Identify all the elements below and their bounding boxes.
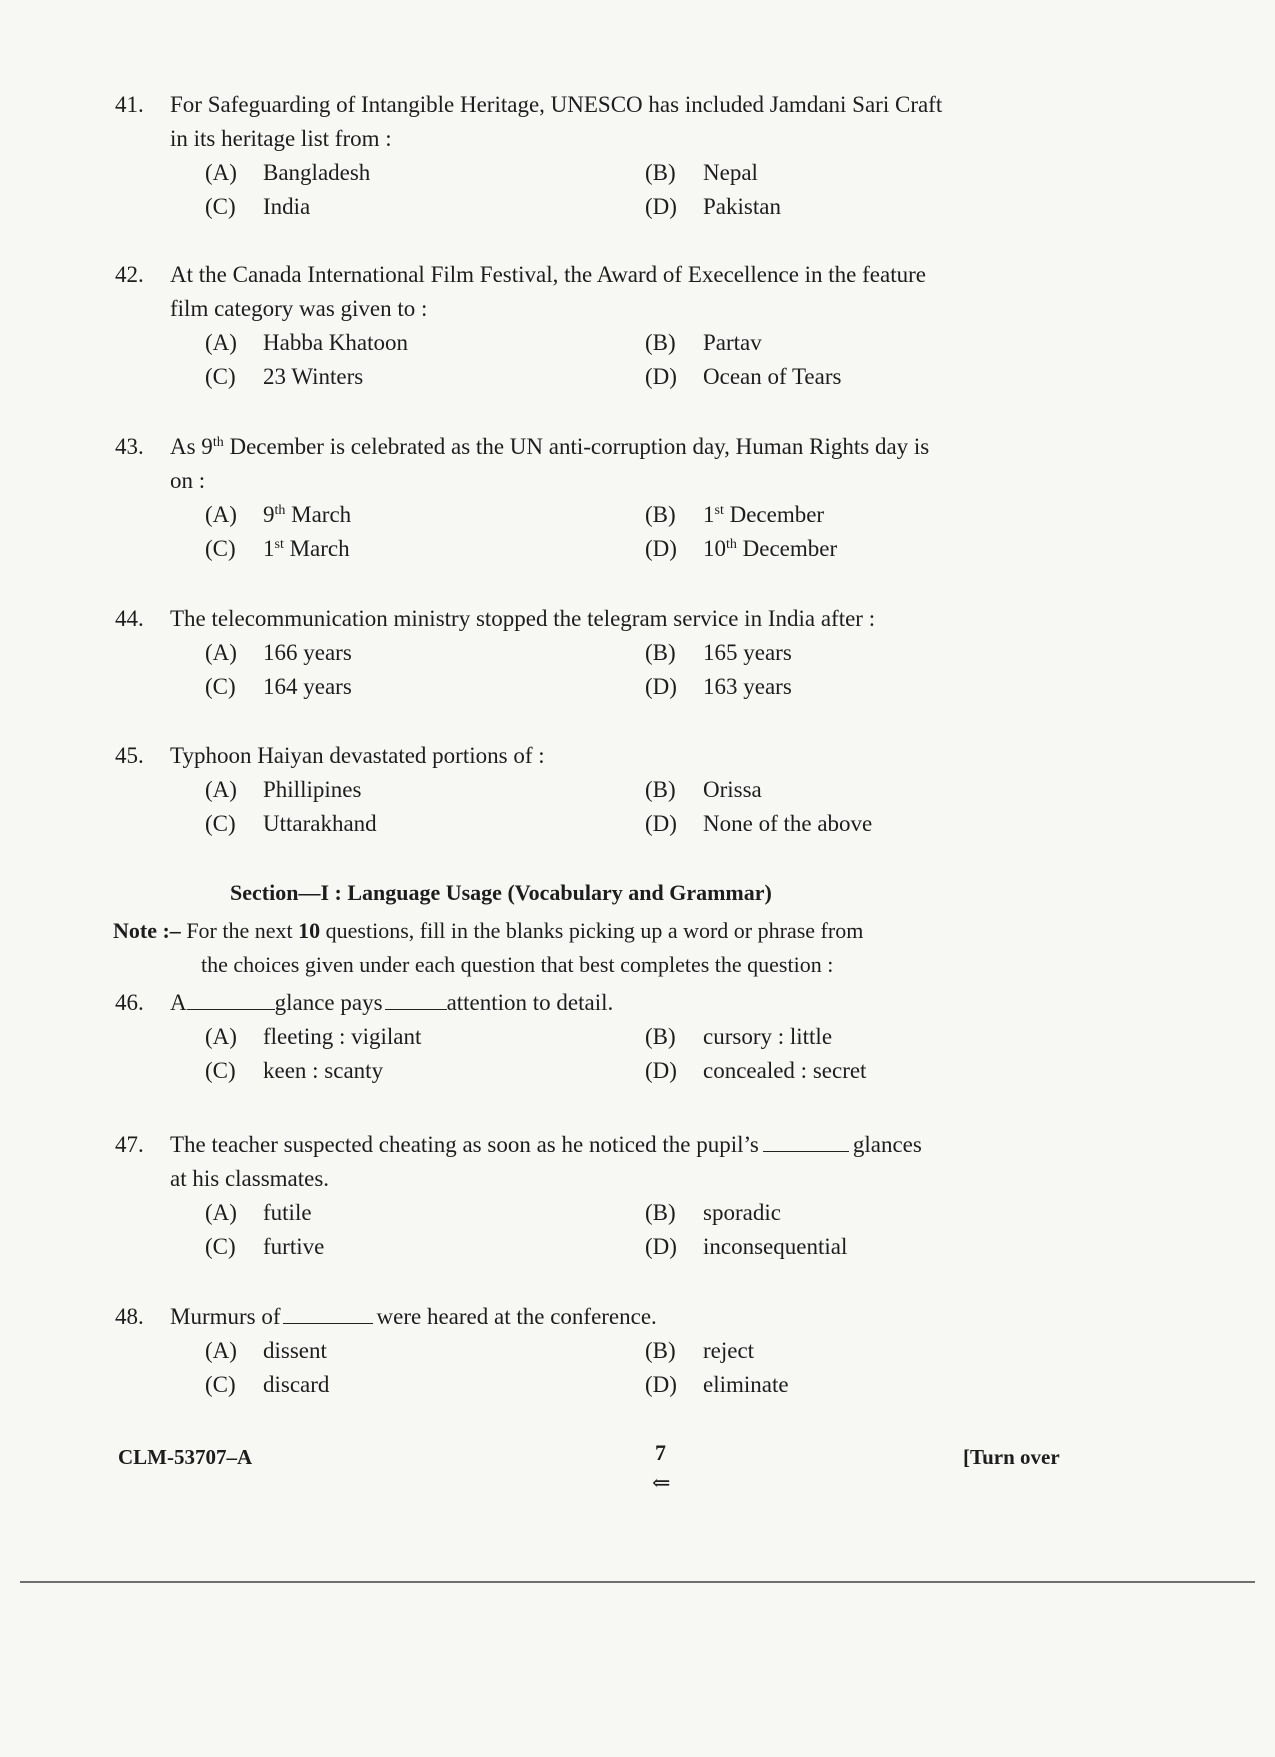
option-a: (A) 166 years: [205, 640, 352, 665]
page-number: 7: [655, 1440, 666, 1465]
answer-blank: [187, 987, 275, 1010]
option-a: (A) Habba Khatoon: [205, 330, 408, 355]
question-text: at his classmates.: [170, 1166, 330, 1191]
option-d: (D) None of the above: [645, 811, 873, 836]
back-arrow-icon: ⇐: [652, 1470, 671, 1495]
question-43: [115, 430, 975, 566]
question-number: 47.: [115, 1132, 144, 1157]
option-c: (C) keen : scanty: [205, 1058, 384, 1083]
answer-blank: [283, 1301, 373, 1324]
question-42: [115, 258, 975, 394]
option-c: (C) 164 years: [205, 674, 352, 699]
bottom-rule: [20, 1581, 1255, 1583]
option-d: (D) concealed : secret: [645, 1058, 867, 1083]
question-number: 41.: [115, 92, 144, 117]
option-a: (A) futile: [205, 1200, 312, 1225]
option-b: (B) Orissa: [645, 777, 762, 802]
option-d: (D) Ocean of Tears: [645, 364, 842, 389]
options: [205, 1196, 975, 1264]
option-c: (C) furtive: [205, 1234, 325, 1259]
options: [205, 636, 975, 704]
turn-over-label: [Turn over: [963, 1445, 1060, 1469]
option-b: (B) cursory : little: [645, 1024, 833, 1049]
option-d: (D) inconsequential: [645, 1234, 848, 1259]
question-47: [115, 1128, 975, 1264]
option-a: (A) Bangladesh: [205, 160, 371, 185]
question-text: The teacher suspected cheating as soon as he noticed the pupil’s glances: [170, 1128, 975, 1162]
option-c: (C) Uttarakhand: [205, 811, 377, 836]
question-41: [115, 88, 975, 224]
question-text: For Safeguarding of Intangible Heritage, UNESCO has included Jamdani Sari Craft: [170, 92, 943, 117]
question-number: 43.: [115, 434, 144, 459]
question-48: [115, 1300, 975, 1402]
option-d: (D) 10th December: [645, 536, 838, 561]
question-46: [115, 986, 975, 1088]
paper-code: CLM-53707–A: [118, 1445, 253, 1469]
options: [205, 1334, 975, 1402]
question-text: A glance pays attention to detail.: [170, 986, 975, 1020]
question-number: 44.: [115, 606, 144, 631]
option-c: (C) India: [205, 194, 311, 219]
note-label: Note :–: [113, 918, 181, 943]
question-text: At the Canada International Film Festival, the Award of Execellence in the feature: [170, 262, 926, 287]
options: [205, 1020, 975, 1088]
option-a: (A) Phillipines: [205, 777, 362, 802]
option-c: (C) 23 Winters: [205, 364, 364, 389]
question-number: 42.: [115, 262, 144, 287]
question-text: As 9th December is celebrated as the UN anti-corruption day, Human Rights day is: [170, 434, 930, 459]
option-b: (B) 1st December: [645, 502, 825, 527]
options: [205, 156, 975, 224]
option-a: (A) dissent: [205, 1338, 327, 1363]
question-text: in its heritage list from :: [170, 126, 392, 151]
options: [205, 773, 975, 841]
question-text: film category was given to :: [170, 296, 428, 321]
option-b: (B) Partav: [645, 330, 762, 355]
option-a: (A) 9th March: [205, 502, 352, 527]
options: [205, 326, 975, 394]
option-d: (D) eliminate: [645, 1372, 789, 1397]
section-title: Section—I : Language Usage (Vocabulary and Grammar): [230, 880, 772, 905]
answer-blank: [385, 987, 447, 1010]
option-b: (B) reject: [645, 1338, 755, 1363]
option-b: (B) 165 years: [645, 640, 792, 665]
option-b: (B) sporadic: [645, 1200, 781, 1225]
question-44: [115, 602, 975, 704]
option-c: (C) discard: [205, 1372, 330, 1397]
options: [205, 498, 975, 566]
question-45: [115, 739, 975, 841]
question-number: 48.: [115, 1304, 144, 1329]
option-d: (D) Pakistan: [645, 194, 781, 219]
option-a: (A) fleeting : vigilant: [205, 1024, 422, 1049]
question-text: Typhoon Haiyan devastated portions of :: [170, 743, 545, 768]
question-number: 46.: [115, 990, 144, 1015]
option-b: (B) Nepal: [645, 160, 758, 185]
question-text: The telecommunication ministry stopped the telegram service in India after :: [170, 606, 876, 631]
question-text: Murmurs of were heared at the conference.: [170, 1300, 975, 1334]
answer-blank: [763, 1129, 849, 1152]
section-note: Note :– For the next 10 questions, fill in the blanks picking up a word or phrase from the choices given under each question that best completes the question :: [113, 918, 864, 977]
option-c: (C) 1st March: [205, 536, 350, 561]
question-text: on :: [170, 468, 206, 493]
option-d: (D) 163 years: [645, 674, 792, 699]
question-number: 45.: [115, 743, 144, 768]
